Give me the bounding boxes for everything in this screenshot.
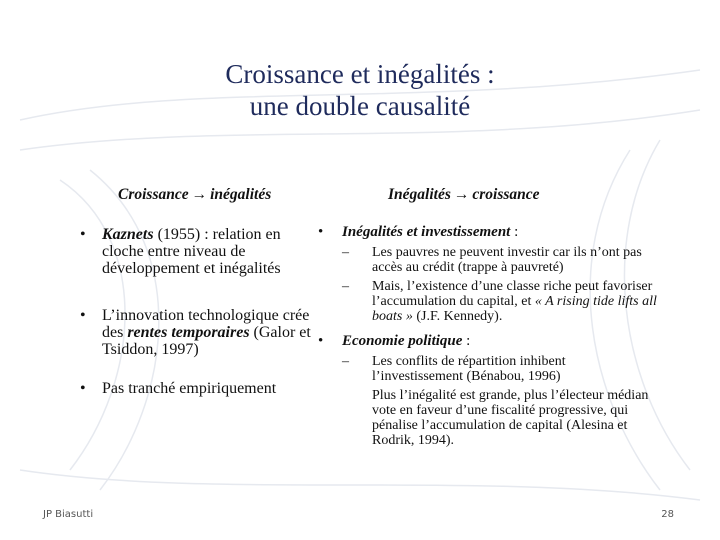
bullet-icon: • bbox=[80, 307, 86, 324]
credit-text: Les pauvres ne peuvent investir car ils n’ont pas accès au crédit (trappe à pauvreté) bbox=[372, 245, 642, 275]
investment-item-credit bbox=[318, 245, 658, 275]
left-item-empirical bbox=[80, 380, 312, 397]
right-column-header bbox=[388, 186, 540, 204]
left-header-to: inégalités bbox=[210, 186, 272, 203]
political-economy-label: Economie politique bbox=[342, 333, 463, 349]
left-column bbox=[80, 226, 312, 415]
rich-class-text: Mais, l’existence d’une classe riche peut favoriser l’accumulation du capital, et bbox=[372, 279, 653, 309]
slide-title-line2: une double causalité bbox=[249, 91, 471, 121]
bullet-icon: • bbox=[318, 333, 324, 349]
political-item-median-voter: Plus l’inégalité est grande, plus l’électeur médian vote en faveur d’une fiscalité progressive, qui pénalise l’accumulation de capital (Alesina et Rodrik, 1994). bbox=[372, 388, 649, 448]
dash-icon: – bbox=[342, 245, 349, 260]
right-header-arrow-icon: → bbox=[453, 186, 470, 203]
empirical-text: Pas tranché empiriquement bbox=[102, 380, 277, 397]
footer-author: JP Biasutti bbox=[43, 509, 94, 520]
left-item-kaznets bbox=[80, 226, 312, 277]
right-header-from: Inégalités bbox=[388, 186, 451, 203]
right-header-to: croissance bbox=[472, 186, 540, 203]
right-column bbox=[318, 225, 658, 452]
footer-page-number: 28 bbox=[661, 509, 674, 520]
conflicts-text: Les conflits de répartition inhibent l’investissement (Bénabou, 1996) bbox=[372, 354, 566, 384]
kennedy-attribution: (J.F. Kennedy). bbox=[412, 309, 503, 324]
kennedy-quote: « A rising tide lifts all boats » bbox=[372, 294, 657, 324]
dash-icon: – bbox=[342, 279, 349, 294]
innovation-text-post: (Galor et Tsiddon, 1997) bbox=[102, 324, 311, 358]
kaznets-text: (1955) : relation en cloche entre niveau de développement et inégalités bbox=[102, 226, 281, 277]
bullet-icon: • bbox=[80, 380, 86, 397]
innovation-text-pre: L’innovation technologique crée des bbox=[102, 307, 310, 341]
left-column-header bbox=[118, 186, 271, 204]
political-item-conflicts bbox=[318, 354, 658, 384]
investment-suffix: : bbox=[510, 224, 519, 240]
bullet-icon: • bbox=[318, 224, 324, 240]
investment-item-rich-class bbox=[318, 279, 658, 324]
left-item-innovation bbox=[80, 307, 312, 358]
political-economy-suffix: : bbox=[462, 333, 471, 349]
right-bullet-investment bbox=[318, 225, 658, 240]
slide-title-line1: Croissance et inégalités : bbox=[225, 59, 495, 89]
bullet-icon: • bbox=[80, 226, 86, 243]
right-bullet-political-economy bbox=[318, 334, 658, 349]
investment-label: Inégalités et investissement bbox=[342, 224, 511, 240]
innovation-bold: rentes temporaires bbox=[127, 324, 250, 341]
left-header-from: Croissance bbox=[118, 186, 189, 203]
dash-icon: – bbox=[342, 354, 349, 369]
kaznets-name: Kaznets bbox=[102, 226, 154, 243]
slide-title bbox=[0, 58, 720, 122]
left-header-arrow-icon: → bbox=[191, 186, 208, 203]
